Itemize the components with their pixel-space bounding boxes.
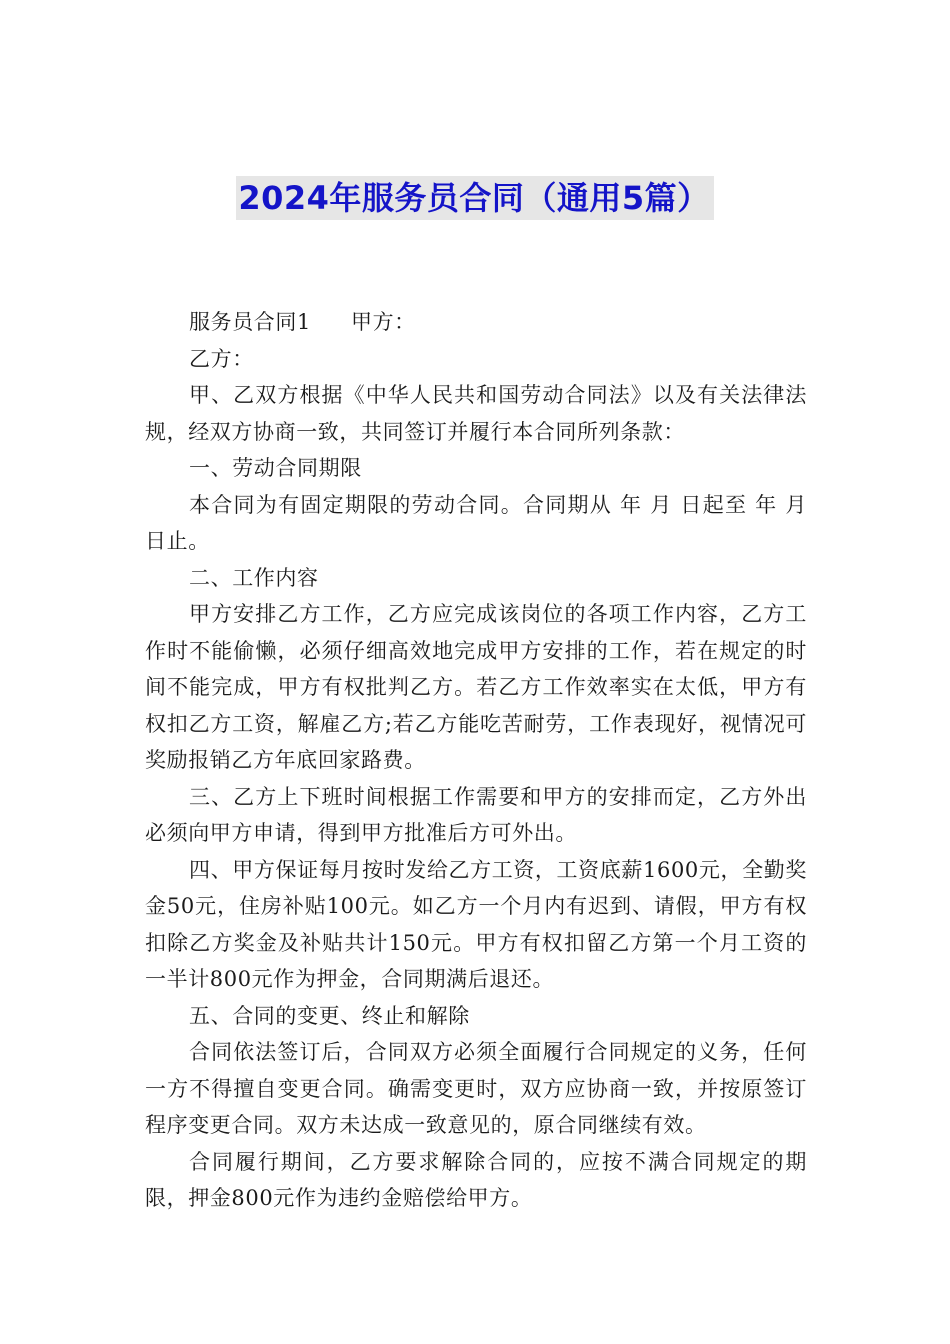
section-heading-term: 一、劳动合同期限 <box>189 456 362 480</box>
term-paragraph: 本合同为有固定期限的劳动合同。合同期从 年 月 日起至 年 月日止。 <box>145 492 807 553</box>
party-a-label: 甲方： <box>350 310 416 334</box>
contract-heading: 服务员合同1 <box>189 310 311 334</box>
document-body <box>145 304 807 1217</box>
changes-paragraph: 合同依法签订后，合同双方必须全面履行合同规定的义务，任何一方不得擅自变更合同。确需变更时，双方应协商一致，并按原签订程序变更合同。双方未达成一致意见的，原合同继续有效。 <box>145 1040 807 1137</box>
termination-paragraph: 合同履行期间，乙方要求解除合同的，应按不满合同规定的期限，押金800元作为违约金赔偿给甲方。 <box>145 1149 807 1210</box>
document-title: 2024年服务员合同（通用5篇） <box>236 176 713 220</box>
hours-paragraph: 三、乙方上下班时间根据工作需要和甲方的安排而定，乙方外出必须向甲方申请，得到甲方批准后方可外出。 <box>145 784 807 845</box>
contract-heading-line <box>145 304 807 341</box>
work-paragraph: 甲方安排乙方工作，乙方应完成该岗位的各项工作内容，乙方工作时不能偷懒，必须仔细高效地完成甲方安排的工作，若在规定的时间不能完成，甲方有权批判乙方。若乙方工作效率实在太低，甲方有权扣乙方工资，解雇乙方;若乙方能吃苦耐劳，工作表现好，视情况可奖励报销乙方年底回家路费。 <box>145 602 807 772</box>
section-heading-work: 二、工作内容 <box>189 565 319 590</box>
intro-paragraph: 甲、乙双方根据《中华人民共和国劳动合同法》以及有关法律法规，经双方协商一致，共同签订并履行本合同所列条款： <box>145 383 807 444</box>
party-b-label: 乙方： <box>189 346 254 371</box>
salary-paragraph: 四、甲方保证每月按时发给乙方工资，工资底薪1600元，全勤奖金50元，住房补贴100元。如乙方一个月内有迟到、请假，甲方有权扣除乙方奖金及补贴共计150元。甲方有权扣留乙方第一个月工资的一半计800元作为押金，合同期满后退还。 <box>145 857 807 991</box>
title-wrap <box>0 176 950 220</box>
section-heading-changes: 五、合同的变更、终止和解除 <box>189 1003 470 1028</box>
